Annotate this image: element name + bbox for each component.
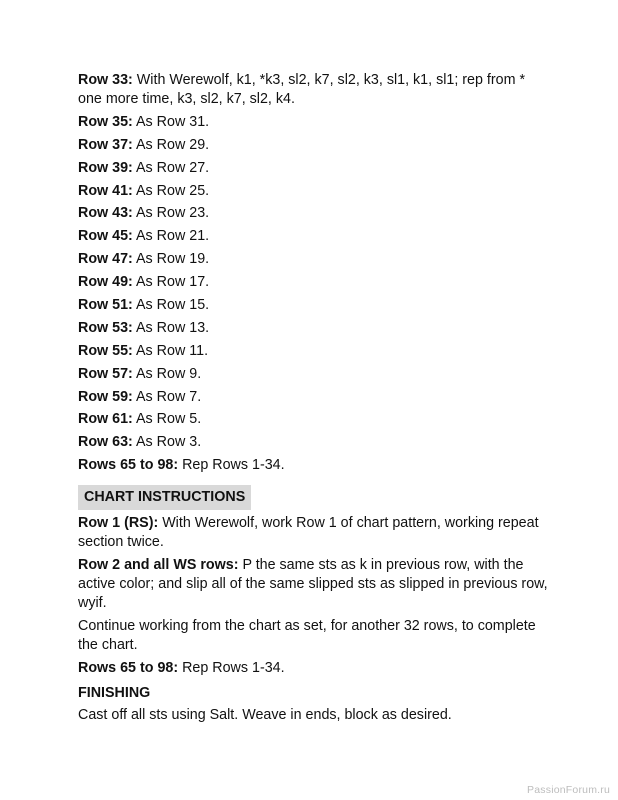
finishing-heading: FINISHING (78, 684, 151, 701)
row-41: Row 41: As Row 25. (78, 182, 210, 199)
finishing-text: Cast off all sts using Salt. Weave in ends, block as desired. (78, 706, 452, 723)
row-45: Row 45: As Row 21. (78, 228, 210, 245)
row-63: Row 63: As Row 3. (78, 434, 202, 451)
row-49: Row 49: As Row 17. (78, 274, 210, 291)
row-33: Row 33: With Werewolf, k1, *k3, sl2, k7, sl2, k3, sl1, k1, sl1; rep from * one more time, k3, sl2, k7, sl2, k4. (78, 72, 526, 107)
row-37: Row 37: As Row 29. (78, 136, 210, 153)
rows-65-to-98: Rows 65 to 98: Rep Rows 1-34. (78, 457, 285, 474)
chart-rows-65-to-98: Rows 65 to 98: Rep Rows 1-34. (78, 659, 285, 676)
pattern-page (78, 71, 548, 729)
row-57: Row 57: As Row 9. (78, 365, 202, 382)
chart-row-2-ws: Row 2 and all WS rows: P the same sts as k in previous row, with the active color; and slip all of the same slipped sts as slipped in previous row, wyif. (78, 557, 548, 612)
watermark: PassionForum.ru (527, 784, 610, 796)
row-43: Row 43: As Row 23. (78, 205, 210, 222)
row-51: Row 51: As Row 15. (78, 297, 210, 314)
chart-row-1: Row 1 (RS): With Werewolf, work Row 1 of chart pattern, working repeat section twice. (78, 515, 539, 551)
chart-instructions-heading: CHART INSTRUCTIONS (78, 485, 251, 510)
row-59: Row 59: As Row 7. (78, 388, 202, 405)
row-55: Row 55: As Row 11. (78, 342, 209, 359)
row-47: Row 47: As Row 19. (78, 251, 210, 268)
row-61: Row 61: As Row 5. (78, 411, 202, 428)
row-53: Row 53: As Row 13. (78, 319, 210, 336)
row-35: Row 35: As Row 31. (78, 113, 210, 130)
chart-continue: Continue working from the chart as set, for another 32 rows, to complete the chart. (78, 617, 536, 653)
row-39: Row 39: As Row 27. (78, 159, 210, 176)
